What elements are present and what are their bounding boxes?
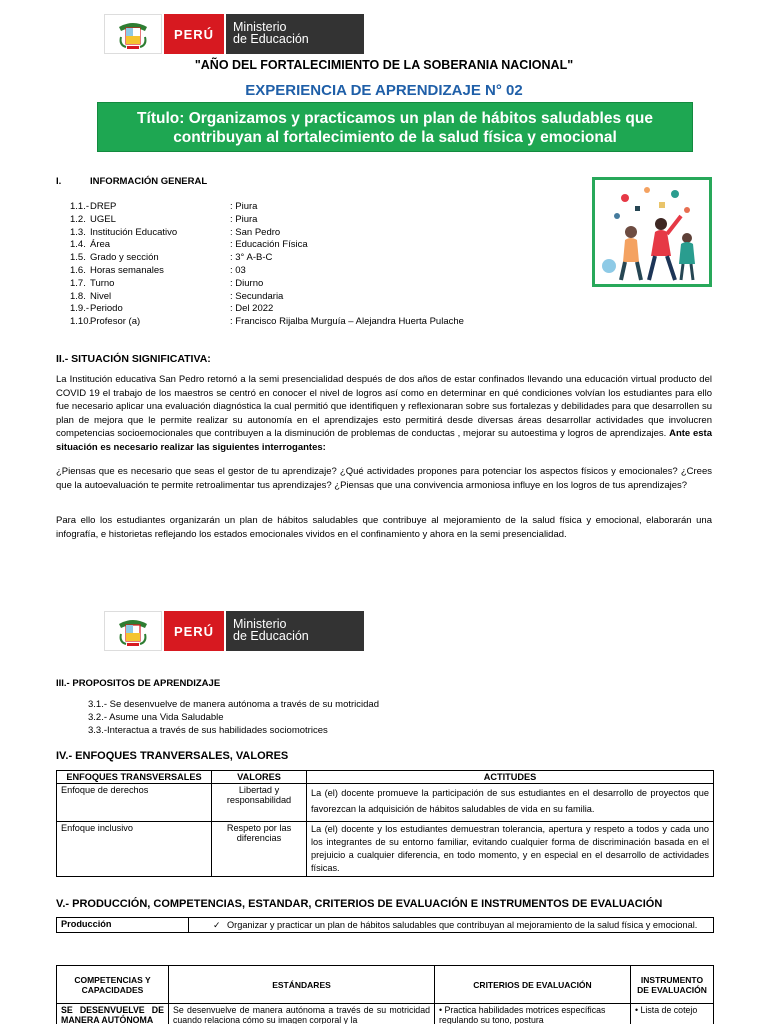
section-2-paragraph-2: ¿Piensas que es necesario que seas el gestor de tu aprendizaje? ¿Qué actividades propones para potenciar los aspectos físicos y emocionales? ¿Crees que la autoevaluación te permite retroalimentar tus aprendizajes? ¿Piensas que una convivencia armoniosa influye en los logros de tus aprendizajes? bbox=[56, 466, 712, 491]
table-header-row bbox=[57, 966, 714, 1004]
info-row bbox=[70, 201, 464, 214]
section-1-number: I. bbox=[56, 176, 62, 187]
table-cell: La (el) docente promueve la participación de sus estudiantes en el desarrollo de proyectos que favorezcan la adquisición de hábitos saludables de vida en su familia. bbox=[307, 784, 714, 822]
info-label: Profesor (a) bbox=[90, 316, 141, 328]
info-value: : Secundaria bbox=[230, 290, 284, 302]
info-value: : Piura bbox=[230, 213, 258, 225]
table-cell: Respeto por las diferencias bbox=[212, 822, 307, 877]
info-row bbox=[70, 316, 464, 329]
peru-label: PERÚ bbox=[162, 14, 224, 54]
info-num: 1.4. bbox=[70, 239, 86, 251]
info-row bbox=[70, 214, 464, 227]
info-row bbox=[70, 227, 464, 240]
table-cell: • Lista de cotejo bbox=[631, 1004, 714, 1024]
info-label: Periodo bbox=[90, 303, 123, 315]
purpose-item: 3.3.-Interactua a través de sus habilidades sociomotrices bbox=[88, 725, 328, 736]
info-label: Área bbox=[90, 239, 111, 251]
info-value: : Diurno bbox=[230, 277, 264, 289]
section-4-title: IV.- ENFOQUES TRANVERSALES, VALORES bbox=[56, 750, 289, 762]
instrumento-text: Lista de cotejo bbox=[640, 1005, 698, 1015]
produccion-table bbox=[56, 917, 714, 933]
info-value: : Del 2022 bbox=[230, 303, 274, 315]
info-num: 1.7. bbox=[70, 277, 86, 289]
table-row bbox=[57, 918, 714, 933]
info-label: Horas semanales bbox=[90, 264, 164, 276]
ministry-line-2: de Educación bbox=[233, 629, 309, 643]
info-label: Institución Educativo bbox=[90, 226, 178, 238]
info-row bbox=[70, 252, 464, 265]
info-label: Turno bbox=[90, 277, 115, 289]
table-header: ACTITUDES bbox=[307, 771, 714, 784]
peru-label: PERÚ bbox=[162, 611, 224, 651]
competencias-table bbox=[56, 965, 714, 1024]
section-3-title: III.- PROPOSITOS DE APRENDIZAJE bbox=[56, 678, 221, 689]
table-row bbox=[57, 1004, 714, 1024]
info-value: : San Pedro bbox=[230, 226, 281, 238]
produccion-label: Producción bbox=[57, 918, 189, 933]
produccion-cell bbox=[189, 918, 714, 933]
ministry-logo-banner bbox=[104, 14, 364, 54]
info-row bbox=[70, 265, 464, 278]
table-row bbox=[57, 822, 714, 877]
info-num: 1.6. bbox=[70, 264, 86, 276]
section-2-paragraph-3: Para ello los estudiantes organizarán un plan de hábitos saludables que contribuye al mejoramiento de la salud física y emocional, elaborarán una infografía, e historietas reflejando los estados emocionales vividos en el confinamiento y ahora en la semi presencialidad. bbox=[56, 515, 712, 540]
produccion-text: Organizar y practicar un plan de hábitos saludables que contribuyan al mejoramiento de la salud física y emocional. bbox=[227, 920, 698, 930]
info-value: : 3° A-B-C bbox=[230, 252, 273, 264]
info-row bbox=[70, 239, 464, 252]
table-cell: • Practica habilidades motrices específicas regulando su tono, postura bbox=[435, 1004, 631, 1024]
section-5-title: V.- PRODUCCIÓN, COMPETENCIAS, ESTANDAR, CRITERIOS DE EVALUACIÓN E INSTRUMENTOS DE EVALUACIÓN bbox=[56, 898, 663, 910]
purpose-item: 3.2.- Asume una Vida Saludable bbox=[88, 712, 224, 723]
info-num: 1.9.- bbox=[70, 303, 90, 315]
table-cell: Enfoque de derechos bbox=[57, 784, 212, 822]
peru-coat-of-arms-icon bbox=[104, 14, 162, 54]
table-header: VALORES bbox=[212, 771, 307, 784]
info-num: 1.10. bbox=[70, 316, 92, 328]
table-cell: Se desenvuelve de manera autónoma a través de su motricidad cuando relaciona cómo su imagen corporal y la bbox=[169, 1004, 435, 1024]
info-value: : Educación Física bbox=[230, 239, 308, 251]
table-cell: Enfoque inclusivo bbox=[57, 822, 212, 877]
title-line-1: Título: Organizamos y practicamos un plan de hábitos saludables que bbox=[137, 110, 653, 127]
info-num: 1.8. bbox=[70, 290, 86, 302]
table-header: ESTÁNDARES bbox=[169, 966, 435, 1004]
ministry-line-1: Ministerio bbox=[233, 20, 287, 34]
table-row bbox=[57, 784, 714, 822]
enfoques-table bbox=[56, 770, 714, 877]
info-row bbox=[70, 278, 464, 291]
info-label: DREP bbox=[90, 201, 117, 212]
table-header-row bbox=[57, 771, 714, 784]
table-header: CRITERIOS DE EVALUACIÓN bbox=[435, 966, 631, 1004]
checkmark-icon: ✓ bbox=[213, 920, 221, 930]
info-label: Grado y sección bbox=[90, 252, 159, 264]
ministry-name bbox=[224, 611, 364, 651]
info-num: 1.3. bbox=[70, 226, 86, 238]
year-title: "AÑO DEL FORTALECIMIENTO DE LA SOBERANIA NACIONAL" bbox=[194, 58, 574, 72]
title-box bbox=[97, 102, 693, 152]
criterio-text: Practica habilidades motrices específicas regulando su tono, postura bbox=[439, 1005, 606, 1024]
section-1-title: INFORMACIÓN GENERAL bbox=[90, 176, 208, 187]
info-label: Nivel bbox=[90, 290, 112, 302]
info-num: 1.2. bbox=[70, 213, 86, 225]
ministry-logo-banner-2 bbox=[104, 611, 364, 651]
info-num: 1.1.- bbox=[70, 201, 90, 212]
section-2-title: II.- SITUACIÓN SIGNIFICATIVA: bbox=[56, 353, 211, 365]
experience-title: EXPERIENCIA DE APRENDIZAJE N° 02 bbox=[245, 82, 523, 99]
info-num: 1.5. bbox=[70, 252, 86, 264]
ministry-line-1: Ministerio bbox=[233, 617, 287, 631]
situation-text: La Institución educativa San Pedro retornó a la semi presencialidad después de dos años de estar confinados llevando una educación virtual producto del COVID 19 el trabajo de los maestros se centró en conocer el nivel de logros así como en determinar en qué condiciones volvían los estudiantes para ello fue necesario aplicar una evaluación diagnóstica la cual permitió que identifiquen y reflexionaran sobre sus fortalezas y debilidades para que desarrollen su plan de mejora que le permite realizar su autonomía en el aprendizajes esto permitirá desde diversas áreas desarrollar actividades que involucren competencias socioemocionales que contribuyen a la disminución de problemas de conductas , mejorar su autoestima y logros de aprendizajes. bbox=[56, 374, 712, 439]
ministry-name bbox=[224, 14, 364, 54]
peru-coat-of-arms-icon bbox=[104, 611, 162, 651]
ministry-line-2: de Educación bbox=[233, 32, 309, 46]
info-row bbox=[70, 303, 464, 316]
table-cell: SE DESENVUELVE DE MANERA AUTÓNOMA bbox=[57, 1004, 169, 1024]
info-label: UGEL bbox=[90, 213, 116, 225]
situation-bold-text: Ante esta situación es necesario realizar las siguientes interrogantes: bbox=[56, 428, 713, 453]
table-header: COMPETENCIAS Y CAPACIDADES bbox=[57, 966, 169, 1004]
table-header: INSTRUMENTO DE EVALUACIÓN bbox=[631, 966, 714, 1004]
table-cell: Libertad y responsabilidad bbox=[212, 784, 307, 822]
info-row bbox=[70, 291, 464, 304]
table-cell: La (el) docente y los estudiantes demuestran tolerancia, apertura y respeto a todos y cada uno los integrantes de su entorno familiar, evitando cualquier forma de discriminación basada en el prejuicio a cualquier diferencia, en todo momento, y en especial en el desarrollo de actividades físicas. bbox=[307, 822, 714, 877]
purpose-item: 3.1.- Se desenvuelve de manera autónoma a través de su motricidad bbox=[88, 699, 379, 710]
table-header: ENFOQUES TRANSVERSALES bbox=[57, 771, 212, 784]
general-info-list bbox=[70, 201, 464, 329]
section-2-paragraph-1 bbox=[56, 373, 712, 454]
info-value: : Francisco Rijalba Murguía – Alejandra Huerta Pulache bbox=[230, 316, 464, 328]
healthy-habits-illustration bbox=[592, 177, 712, 287]
title-line-2: contribuyan al fortalecimiento de la salud física y emocional bbox=[173, 129, 617, 146]
info-value: : 03 bbox=[230, 264, 246, 276]
info-value: : Piura bbox=[230, 201, 258, 212]
